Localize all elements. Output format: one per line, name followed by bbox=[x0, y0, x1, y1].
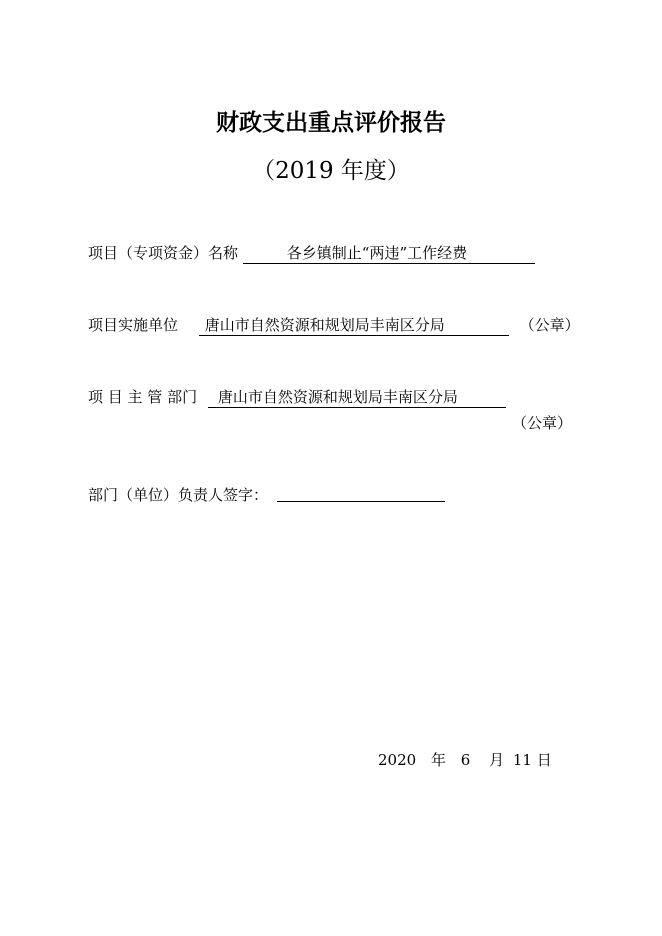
project-name-value: 各乡镇制止“两违”工作经费 bbox=[243, 242, 535, 264]
project-name-label: 项目（专项资金）名称 bbox=[88, 244, 239, 262]
date-year: 2020 bbox=[378, 751, 417, 769]
implementing-unit-row bbox=[88, 314, 580, 336]
report-year: （2019 年度） bbox=[252, 158, 410, 184]
supervising-dept-label: 项 目 主 管 部门 bbox=[88, 388, 198, 406]
date-day: 11 bbox=[512, 751, 532, 769]
date-year-unit: 年 bbox=[430, 751, 446, 769]
implementing-unit-value: 唐山市自然资源和规划局丰南区分局 bbox=[199, 314, 509, 336]
report-title: 财政支出重点评价报告 bbox=[216, 109, 446, 136]
project-name-row bbox=[88, 242, 535, 264]
supervising-dept-seal: （公章） bbox=[512, 414, 573, 432]
date-day-unit: 日 bbox=[536, 751, 552, 769]
supervising-dept-row bbox=[88, 386, 506, 408]
date-month-unit: 月 bbox=[489, 751, 505, 769]
date-month: 6 bbox=[460, 751, 471, 769]
report-date bbox=[378, 749, 552, 770]
signature-row bbox=[88, 484, 445, 505]
supervising-dept-value: 唐山市自然资源和规划局丰南区分局 bbox=[208, 386, 506, 408]
signature-line bbox=[277, 485, 445, 502]
implementing-unit-seal: （公章） bbox=[519, 316, 580, 334]
signature-label: 部门（单位）负责人签字： bbox=[88, 486, 269, 504]
implementing-unit-label: 项目实施单位 bbox=[88, 316, 179, 334]
